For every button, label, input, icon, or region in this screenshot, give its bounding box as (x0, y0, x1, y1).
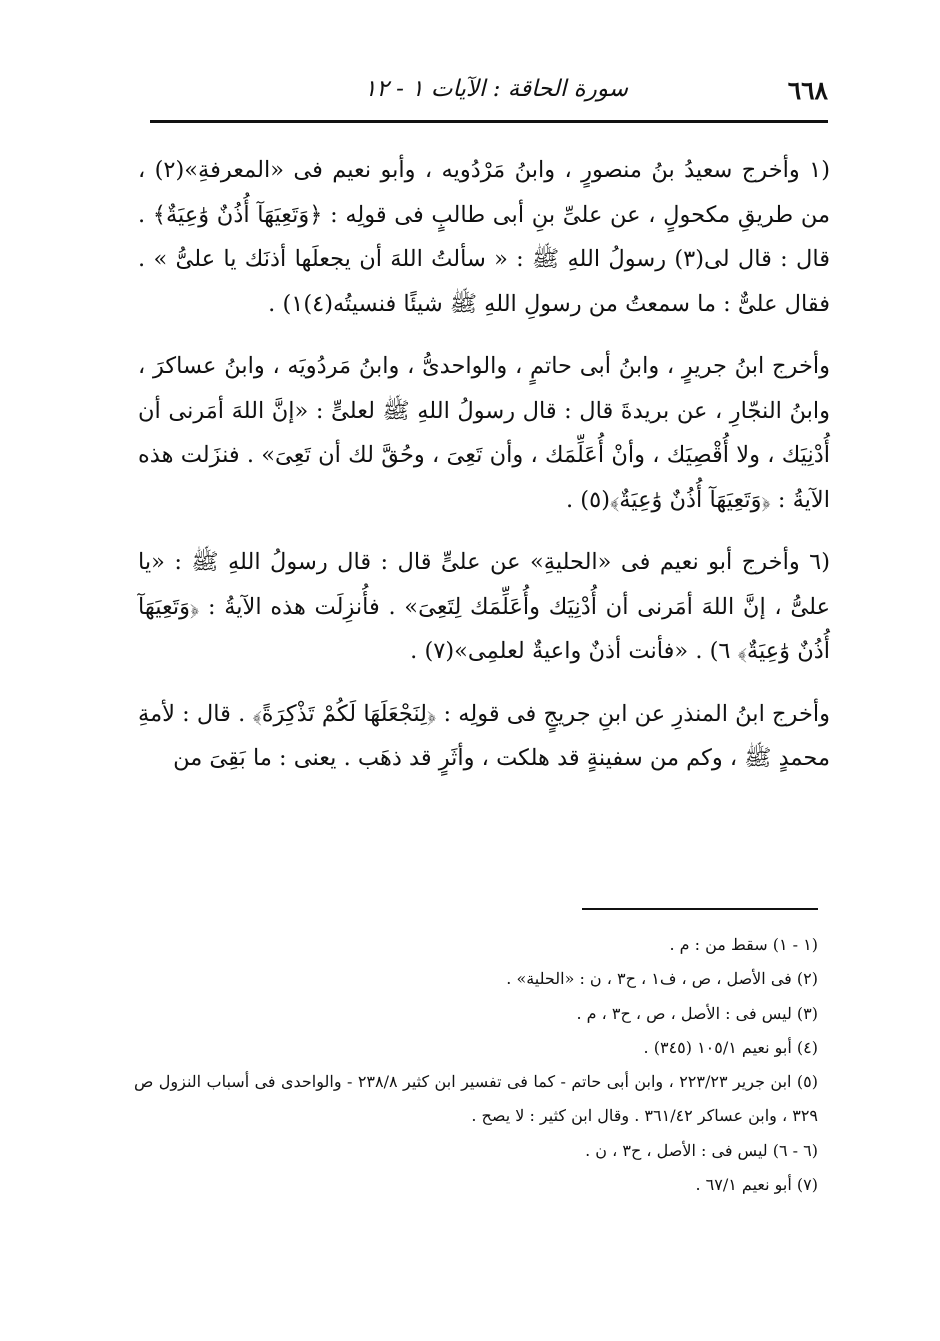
footnote: (٢) فى الأصل ، ص ، ف١ ، ح٣ ، ن : «الحلية» . (506, 969, 818, 989)
footnote: (٦ - ٦) ليس فى : الأصل ، ح٣ ، ن . (585, 1140, 818, 1160)
footnote: (٥) ابن جرير ٢٢٣/٢٣ ، وابن أبى حاتم - كما فى تفسير ابن كثير ٢٣٨/٨ - والواحدى فى أسباب النزول ص ٣٢٩ ، وابن عساكر ٣٦١/٤٢ . وقال ابن كثير : لا يصح . (134, 1072, 818, 1126)
page-header (150, 72, 828, 112)
header-rule (150, 120, 828, 123)
footnote: (٧) أبو نعيم ٦٧/١ . (695, 1175, 818, 1195)
running-title: سورة الحاقة : الآيات ١ - ١٢ (364, 76, 628, 102)
footnote: (١ - ١) سقط من : م . (669, 935, 818, 954)
main-text (138, 148, 830, 781)
footnote-rule (582, 908, 818, 910)
page-number: ٦٦٨ (787, 76, 828, 105)
paragraph: وأخرج ابنُ جريرٍ ، وابنُ أبى حاتمٍ ، والواحدىُّ ، وابنُ مَردُويَه ، وابنُ عساكرَ ، وابنُ النجّارِ ، عن بريدةَ قال : قال رسولُ اللهِ ﷺ لعلىٍّ : «إنَّ اللهَ أمَرنى أن أُدْنِيَك ، ولا أُقْصِيَك ، وأنْ أُعَلِّمَك ، وأن تَعِىَ ، وحُقَّ لك أن تَعِىَ» . فنزَلت هذه الآيةُ : ﴿وَتَعِيَهَآ أُذُنٌ وَٰعِيَةٌ﴾(٥) . (138, 353, 830, 513)
footnotes (134, 928, 818, 1202)
paragraph: وأخرج ابنُ المنذرِ عن ابنِ جريجٍ فى قولِه : ﴿لِنَجْعَلَهَا لَكُمْ تَذْكِرَةً﴾ . قال : لأمةِ محمدٍ ﷺ ، وكم من سفينةٍ قد هلكت ، وأثَرٍ قد ذهَب . يعنى : ما بَقِىَ من (138, 700, 830, 771)
paragraph: (٦ وأخرج أبو نعيم فى «الحليةِ» عن علىٍّ قال : قال رسولُ اللهِ ﷺ : «يا علىُّ ، إنَّ اللهَ أمَرنى أن أُدْنِيَك وأُعَلِّمَك لِتَعِىَ» . فأُنزِلَت هذه الآيةُ : ﴿وَتَعِيَهَآ أُذُنٌ وَٰعِيَةٌ﴾ ٦) . «فأنت أذنٌ واعيةٌ لعلمِى»(٧) . (138, 549, 830, 664)
footnote: (٣) ليس فى : الأصل ، ص ، ح٣ ، م . (576, 1003, 818, 1023)
paragraph: (١ وأخرج سعيدُ بنُ منصورٍ ، وابنُ مَرْدُويه ، وأبو نعيم فى «المعرفةِ»(٢) ، من طريقِ مكحولٍ ، عن علىِّ بنِ أبى طالبٍ فى قولِه : ﴿وَتَعِيَهَآ أُذُنٌ وَٰعِيَةٌ﴾ . قال : قال لى(٣) رسولُ اللهِ ﷺ : « سألتُ اللهَ أن يجعلَها أذنَك يا علىُّ » . فقال علىٌّ : ما سمعتُ من رسولِ اللهِ ﷺ شيئًا فنسيتُه(٤)١) . (138, 157, 830, 317)
footnote: (٤) أبو نعيم ١٠٥/١ (٣٤٥) . (643, 1037, 818, 1057)
